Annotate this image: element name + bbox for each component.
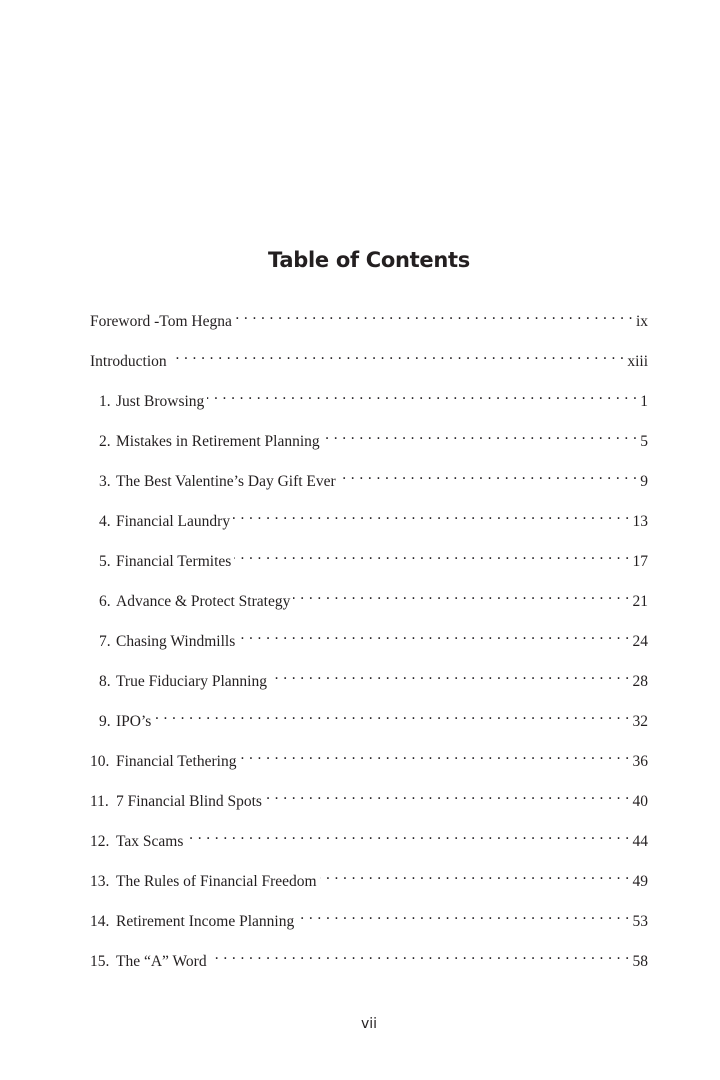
toc-entry-number: 13. bbox=[90, 873, 110, 890]
toc-entry-page: 28 bbox=[632, 673, 648, 690]
toc-entry-title: Retirement Income Planning bbox=[116, 913, 295, 930]
toc-entry-number: 8. bbox=[99, 673, 111, 690]
toc-entry-page: 5 bbox=[640, 433, 648, 450]
dot-leader bbox=[297, 904, 629, 926]
toc-entry-number: 12. bbox=[90, 833, 110, 850]
toc-entry-title: Chasing Windmills bbox=[116, 633, 236, 650]
toc-entry-number: 4. bbox=[99, 513, 111, 530]
toc-entry-page: ix bbox=[635, 313, 648, 330]
dot-leader bbox=[270, 664, 630, 686]
toc-entry bbox=[90, 424, 648, 464]
toc-entry-title: Advance & Protect Strategy bbox=[116, 593, 291, 610]
toc-entry-page: 32 bbox=[632, 713, 648, 730]
toc-entry-number: 3. bbox=[99, 473, 111, 490]
toc-entry-title: Mistakes in Retirement Planning bbox=[116, 433, 320, 450]
dot-leader bbox=[235, 304, 633, 326]
toc-entry-title: Financial Termites bbox=[116, 553, 232, 570]
toc-entry-page: 24 bbox=[632, 633, 648, 650]
toc-list bbox=[90, 304, 648, 984]
dot-leader bbox=[320, 864, 630, 886]
toc-entry bbox=[90, 664, 648, 704]
toc-entry-title: Foreword -Tom Hegna bbox=[90, 313, 232, 330]
toc-entry-number: 11. bbox=[90, 793, 109, 810]
toc-entry-number: 10. bbox=[90, 753, 110, 770]
toc-entry bbox=[90, 864, 648, 904]
dot-leader bbox=[265, 784, 630, 806]
toc-entry-title: Financial Tethering bbox=[116, 753, 237, 770]
toc-entry-page: 1 bbox=[640, 393, 648, 410]
toc-entry-page: 40 bbox=[632, 793, 648, 810]
dot-leader bbox=[207, 384, 637, 406]
toc-entry-number: 7. bbox=[99, 633, 111, 650]
toc-entry-title: The Best Valentine’s Day Gift Ever bbox=[116, 473, 336, 490]
dot-leader bbox=[239, 744, 629, 766]
dot-leader bbox=[234, 544, 629, 566]
toc-entry-page: 49 bbox=[632, 873, 648, 890]
toc-entry bbox=[90, 544, 648, 584]
toc-entry-title: Financial Laundry bbox=[116, 513, 231, 530]
toc-entry bbox=[90, 904, 648, 944]
toc-entry-title: IPO’s bbox=[116, 713, 152, 730]
toc-entry-page: 9 bbox=[640, 473, 648, 490]
toc-entry-title: Just Browsing bbox=[116, 393, 205, 410]
dot-leader bbox=[323, 424, 638, 446]
toc-entry-number: 6. bbox=[99, 593, 111, 610]
toc-entry-number: 9. bbox=[99, 713, 111, 730]
toc-entry-number: 14. bbox=[90, 913, 110, 930]
toc-entry-title: Tax Scams bbox=[116, 833, 184, 850]
toc-entry bbox=[90, 824, 648, 864]
dot-leader bbox=[170, 344, 625, 366]
dot-leader bbox=[154, 704, 629, 726]
dot-leader bbox=[293, 584, 629, 606]
toc-entry-page: xiii bbox=[627, 353, 648, 370]
toc-entry bbox=[90, 944, 648, 984]
toc-entry-title: 7 Financial Blind Spots bbox=[116, 793, 262, 810]
toc-entry-page: 36 bbox=[632, 753, 648, 770]
toc-entry-number: 2. bbox=[99, 433, 111, 450]
toc-entry-page: 44 bbox=[632, 833, 648, 850]
toc-entry-number: 15. bbox=[90, 953, 110, 970]
toc-entry bbox=[90, 464, 648, 504]
toc-entry-page: 17 bbox=[632, 553, 648, 570]
toc-entry bbox=[90, 504, 648, 544]
toc-entry-title: The “A” Word bbox=[116, 953, 207, 970]
dot-leader bbox=[339, 464, 638, 486]
dot-leader bbox=[186, 824, 629, 846]
dot-leader bbox=[238, 624, 629, 646]
toc-entry-page: 13 bbox=[632, 513, 648, 530]
dot-leader bbox=[233, 504, 629, 526]
page-number: vii bbox=[360, 1016, 378, 1032]
dot-leader bbox=[210, 944, 630, 966]
toc-entry-title: The Rules of Financial Freedom bbox=[116, 873, 317, 890]
toc-entry bbox=[90, 784, 648, 824]
toc-entry bbox=[90, 384, 648, 424]
toc-entry-page: 58 bbox=[632, 953, 648, 970]
toc-entry-title: True Fiduciary Planning bbox=[116, 673, 267, 690]
toc-entry bbox=[90, 624, 648, 664]
toc-entry bbox=[90, 344, 648, 384]
page-title: Table of Contents bbox=[268, 248, 470, 273]
toc-entry-page: 21 bbox=[632, 593, 648, 610]
toc-entry bbox=[90, 744, 648, 784]
toc-entry bbox=[90, 304, 648, 344]
toc-entry-number: 1. bbox=[99, 393, 111, 410]
toc-entry-page: 53 bbox=[632, 913, 648, 930]
toc-entry-number: 5. bbox=[99, 553, 111, 570]
toc-entry bbox=[90, 704, 648, 744]
toc-entry bbox=[90, 584, 648, 624]
toc-entry-title: Introduction bbox=[90, 353, 167, 370]
